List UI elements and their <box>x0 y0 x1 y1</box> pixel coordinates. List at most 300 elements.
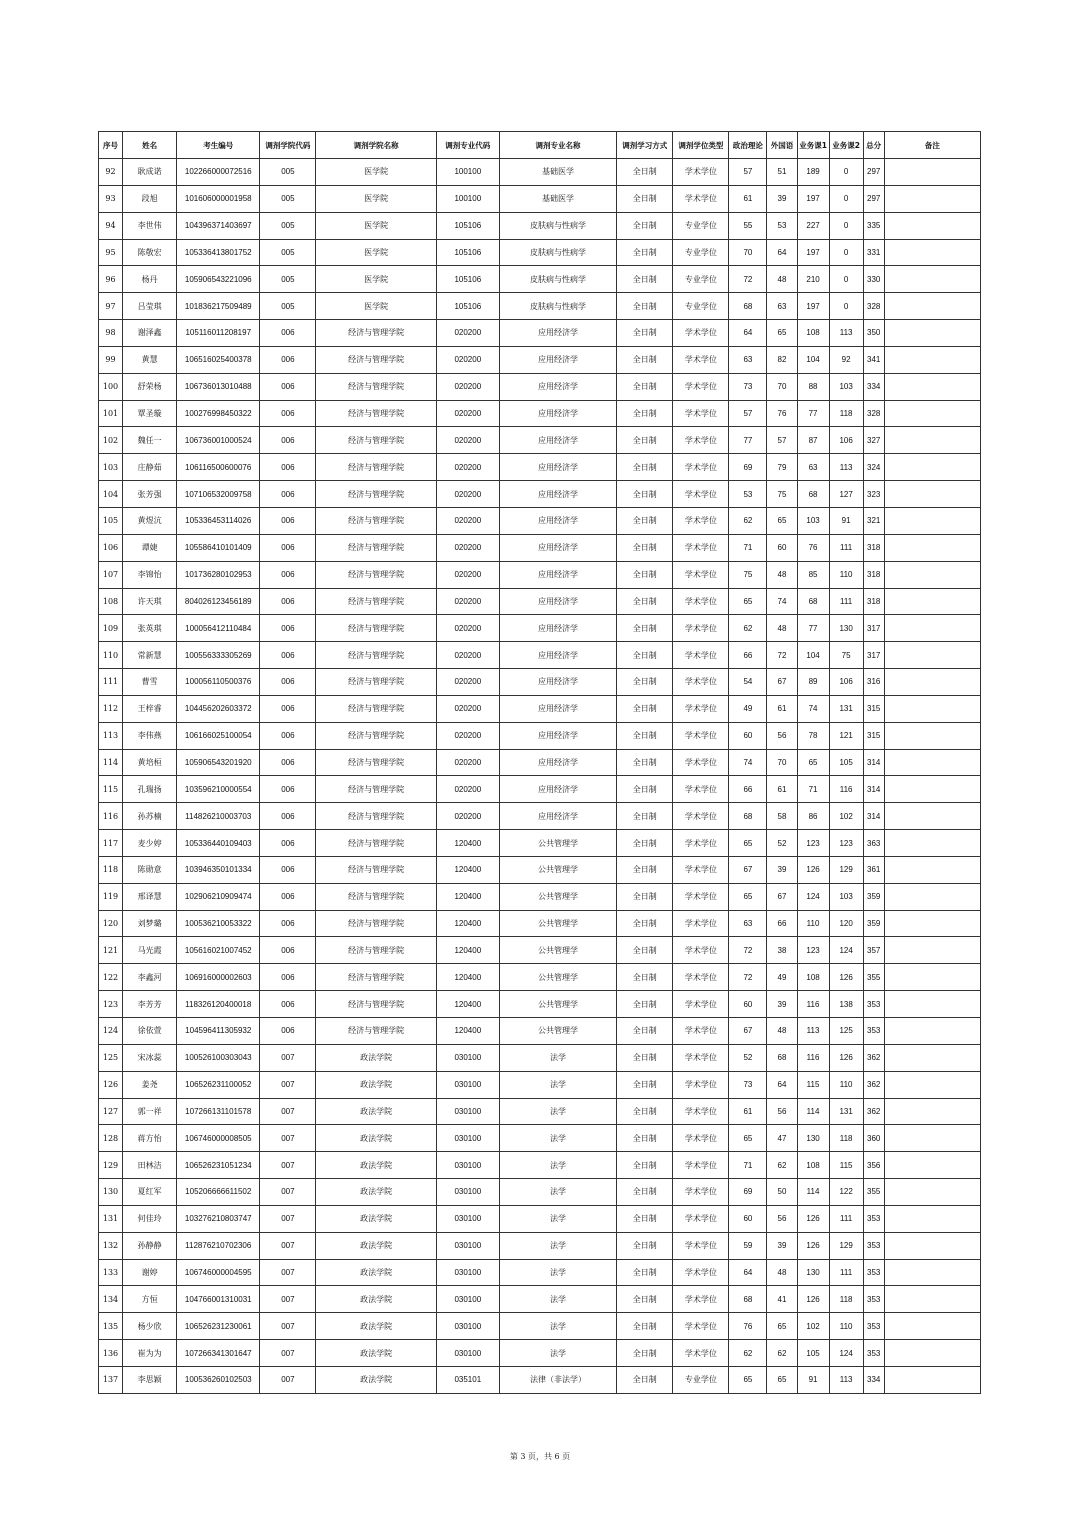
course1-score-cell: 126 <box>797 1205 829 1232</box>
index-cell: 116 <box>99 803 123 830</box>
name-cell: 谢婷 <box>123 1259 177 1286</box>
foreign-language-score-cell: 61 <box>767 695 797 722</box>
course2-score-cell: 138 <box>829 991 863 1018</box>
major-name-cell: 公共管理学 <box>499 991 616 1018</box>
major-code-cell: 100100 <box>436 159 499 186</box>
college-code-cell: 007 <box>260 1125 316 1152</box>
course1-score-cell: 68 <box>797 481 829 508</box>
politics-score-cell: 64 <box>729 320 767 347</box>
remarks-cell <box>884 534 980 561</box>
politics-score-cell: 71 <box>729 1152 767 1179</box>
course2-score-cell: 120 <box>829 910 863 937</box>
exam-id-cell: 100276998450322 <box>177 400 260 427</box>
course1-score-cell: 114 <box>797 1098 829 1125</box>
remarks-cell <box>884 910 980 937</box>
course1-score-cell: 91 <box>797 1366 829 1393</box>
politics-score-cell: 61 <box>729 1098 767 1125</box>
college-name-cell: 医学院 <box>316 239 436 266</box>
politics-score-cell: 60 <box>729 1205 767 1232</box>
politics-score-cell: 61 <box>729 185 767 212</box>
exam-id-cell: 102906210909474 <box>177 883 260 910</box>
study-mode-cell: 全日制 <box>617 1232 673 1259</box>
college-name-cell: 经济与管理学院 <box>316 507 436 534</box>
college-code-cell: 006 <box>260 695 316 722</box>
index-cell: 112 <box>99 695 123 722</box>
name-cell: 宋冰蕊 <box>123 1044 177 1071</box>
table-row <box>99 615 981 642</box>
major-code-cell: 030100 <box>436 1152 499 1179</box>
college-code-cell: 005 <box>260 185 316 212</box>
course2-score-cell: 110 <box>829 1071 863 1098</box>
index-cell: 134 <box>99 1286 123 1313</box>
total-score-cell: 327 <box>863 427 884 454</box>
study-mode-cell: 全日制 <box>617 776 673 803</box>
politics-score-cell: 64 <box>729 1259 767 1286</box>
foreign-language-score-cell: 38 <box>767 937 797 964</box>
college-code-cell: 006 <box>260 615 316 642</box>
major-code-cell: 020200 <box>436 803 499 830</box>
college-name-cell: 经济与管理学院 <box>316 856 436 883</box>
table-row <box>99 320 981 347</box>
degree-type-cell: 学术学位 <box>673 346 729 373</box>
study-mode-cell: 全日制 <box>617 1044 673 1071</box>
name-cell: 马光霞 <box>123 937 177 964</box>
total-score-cell: 353 <box>863 1232 884 1259</box>
course1-score-cell: 89 <box>797 669 829 696</box>
major-name-cell: 皮肤病与性病学 <box>499 212 616 239</box>
header-cell: 姓名 <box>123 132 177 159</box>
college-name-cell: 经济与管理学院 <box>316 695 436 722</box>
course1-score-cell: 189 <box>797 159 829 186</box>
major-code-cell: 020200 <box>436 588 499 615</box>
total-score-cell: 353 <box>863 1286 884 1313</box>
table-row <box>99 695 981 722</box>
index-cell: 106 <box>99 534 123 561</box>
exam-id-cell: 106746000008505 <box>177 1125 260 1152</box>
study-mode-cell: 全日制 <box>617 695 673 722</box>
total-score-cell: 353 <box>863 991 884 1018</box>
table-row <box>99 1286 981 1313</box>
degree-type-cell: 学术学位 <box>673 803 729 830</box>
course1-score-cell: 126 <box>797 1286 829 1313</box>
major-code-cell: 120400 <box>436 991 499 1018</box>
course2-score-cell: 118 <box>829 400 863 427</box>
name-cell: 孔瑞扬 <box>123 776 177 803</box>
remarks-cell <box>884 320 980 347</box>
table-row <box>99 642 981 669</box>
exam-id-cell: 107266341301647 <box>177 1340 260 1367</box>
course2-score-cell: 129 <box>829 1232 863 1259</box>
remarks-cell <box>884 159 980 186</box>
exam-id-cell: 103276210803747 <box>177 1205 260 1232</box>
index-cell: 109 <box>99 615 123 642</box>
index-cell: 123 <box>99 991 123 1018</box>
foreign-language-score-cell: 74 <box>767 588 797 615</box>
name-cell: 李锦怡 <box>123 561 177 588</box>
course2-score-cell: 0 <box>829 293 863 320</box>
index-cell: 126 <box>99 1071 123 1098</box>
degree-type-cell: 学术学位 <box>673 964 729 991</box>
study-mode-cell: 全日制 <box>617 856 673 883</box>
college-name-cell: 经济与管理学院 <box>316 561 436 588</box>
college-code-cell: 006 <box>260 481 316 508</box>
course1-score-cell: 123 <box>797 937 829 964</box>
course1-score-cell: 115 <box>797 1071 829 1098</box>
course2-score-cell: 106 <box>829 669 863 696</box>
table-row <box>99 481 981 508</box>
total-score-cell: 353 <box>863 1340 884 1367</box>
total-score-cell: 315 <box>863 695 884 722</box>
foreign-language-score-cell: 48 <box>767 266 797 293</box>
major-name-cell: 应用经济学 <box>499 749 616 776</box>
degree-type-cell: 学术学位 <box>673 1098 729 1125</box>
header-cell: 考生编号 <box>177 132 260 159</box>
course1-score-cell: 71 <box>797 776 829 803</box>
exam-id-cell: 103596210000554 <box>177 776 260 803</box>
total-score-cell: 361 <box>863 856 884 883</box>
college-name-cell: 医学院 <box>316 293 436 320</box>
study-mode-cell: 全日制 <box>617 346 673 373</box>
major-name-cell: 公共管理学 <box>499 910 616 937</box>
major-name-cell: 应用经济学 <box>499 373 616 400</box>
major-code-cell: 030100 <box>436 1259 499 1286</box>
politics-score-cell: 75 <box>729 561 767 588</box>
total-score-cell: 317 <box>863 642 884 669</box>
name-cell: 谢泽鑫 <box>123 320 177 347</box>
study-mode-cell: 全日制 <box>617 910 673 937</box>
course1-score-cell: 77 <box>797 400 829 427</box>
college-name-cell: 经济与管理学院 <box>316 1018 436 1045</box>
course2-score-cell: 0 <box>829 185 863 212</box>
index-cell: 125 <box>99 1044 123 1071</box>
politics-score-cell: 69 <box>729 454 767 481</box>
college-code-cell: 007 <box>260 1232 316 1259</box>
college-name-cell: 经济与管理学院 <box>316 964 436 991</box>
degree-type-cell: 学术学位 <box>673 642 729 669</box>
college-name-cell: 医学院 <box>316 212 436 239</box>
course1-score-cell: 130 <box>797 1259 829 1286</box>
total-score-cell: 318 <box>863 561 884 588</box>
major-name-cell: 法学 <box>499 1044 616 1071</box>
study-mode-cell: 全日制 <box>617 1366 673 1393</box>
foreign-language-score-cell: 62 <box>767 1152 797 1179</box>
foreign-language-score-cell: 61 <box>767 776 797 803</box>
degree-type-cell: 学术学位 <box>673 695 729 722</box>
total-score-cell: 359 <box>863 883 884 910</box>
table-row <box>99 1018 981 1045</box>
study-mode-cell: 全日制 <box>617 615 673 642</box>
remarks-cell <box>884 1125 980 1152</box>
degree-type-cell: 学术学位 <box>673 561 729 588</box>
major-code-cell: 120400 <box>436 964 499 991</box>
course1-score-cell: 113 <box>797 1018 829 1045</box>
major-name-cell: 法学 <box>499 1286 616 1313</box>
table-row <box>99 1152 981 1179</box>
course1-score-cell: 227 <box>797 212 829 239</box>
total-score-cell: 324 <box>863 454 884 481</box>
college-name-cell: 经济与管理学院 <box>316 320 436 347</box>
major-code-cell: 030100 <box>436 1232 499 1259</box>
table-row <box>99 1232 981 1259</box>
major-code-cell: 020200 <box>436 507 499 534</box>
exam-id-cell: 106746000004595 <box>177 1259 260 1286</box>
exam-id-cell: 105336453114026 <box>177 507 260 534</box>
course1-score-cell: 104 <box>797 346 829 373</box>
major-name-cell: 皮肤病与性病学 <box>499 293 616 320</box>
college-code-cell: 006 <box>260 346 316 373</box>
exam-id-cell: 105906543201920 <box>177 749 260 776</box>
degree-type-cell: 学术学位 <box>673 722 729 749</box>
college-code-cell: 006 <box>260 722 316 749</box>
table-row <box>99 910 981 937</box>
foreign-language-score-cell: 63 <box>767 293 797 320</box>
remarks-cell <box>884 937 980 964</box>
major-code-cell: 020200 <box>436 749 499 776</box>
college-code-cell: 006 <box>260 964 316 991</box>
college-code-cell: 006 <box>260 454 316 481</box>
politics-score-cell: 76 <box>729 1313 767 1340</box>
college-code-cell: 006 <box>260 669 316 696</box>
remarks-cell <box>884 185 980 212</box>
name-cell: 刘梦璐 <box>123 910 177 937</box>
course2-score-cell: 116 <box>829 776 863 803</box>
index-cell: 131 <box>99 1205 123 1232</box>
page-number: 第 3 页，共 6 页 <box>509 1452 571 1461</box>
index-cell: 113 <box>99 722 123 749</box>
study-mode-cell: 全日制 <box>617 803 673 830</box>
college-code-cell: 005 <box>260 266 316 293</box>
index-cell: 92 <box>99 159 123 186</box>
politics-score-cell: 66 <box>729 642 767 669</box>
course2-score-cell: 103 <box>829 883 863 910</box>
study-mode-cell: 全日制 <box>617 642 673 669</box>
college-name-cell: 医学院 <box>316 266 436 293</box>
course1-score-cell: 108 <box>797 964 829 991</box>
study-mode-cell: 全日制 <box>617 185 673 212</box>
index-cell: 101 <box>99 400 123 427</box>
remarks-cell <box>884 1259 980 1286</box>
total-score-cell: 353 <box>863 1313 884 1340</box>
table-body <box>99 159 981 1394</box>
study-mode-cell: 全日制 <box>617 1071 673 1098</box>
name-cell: 方恒 <box>123 1286 177 1313</box>
table-row <box>99 1125 981 1152</box>
index-cell: 129 <box>99 1152 123 1179</box>
name-cell: 李鑫河 <box>123 964 177 991</box>
college-name-cell: 经济与管理学院 <box>316 534 436 561</box>
foreign-language-score-cell: 52 <box>767 830 797 857</box>
study-mode-cell: 全日制 <box>617 669 673 696</box>
college-name-cell: 经济与管理学院 <box>316 346 436 373</box>
total-score-cell: 362 <box>863 1098 884 1125</box>
total-score-cell: 356 <box>863 1152 884 1179</box>
total-score-cell: 315 <box>863 722 884 749</box>
table-row <box>99 1179 981 1206</box>
course2-score-cell: 0 <box>829 266 863 293</box>
college-name-cell: 经济与管理学院 <box>316 373 436 400</box>
college-code-cell: 007 <box>260 1259 316 1286</box>
major-name-cell: 应用经济学 <box>499 481 616 508</box>
college-name-cell: 经济与管理学院 <box>316 454 436 481</box>
name-cell: 黄培桓 <box>123 749 177 776</box>
course2-score-cell: 110 <box>829 561 863 588</box>
degree-type-cell: 学术学位 <box>673 1125 729 1152</box>
foreign-language-score-cell: 39 <box>767 1232 797 1259</box>
major-name-cell: 应用经济学 <box>499 695 616 722</box>
major-name-cell: 应用经济学 <box>499 588 616 615</box>
name-cell: 王梓睿 <box>123 695 177 722</box>
major-name-cell: 应用经济学 <box>499 507 616 534</box>
total-score-cell: 297 <box>863 185 884 212</box>
remarks-cell <box>884 964 980 991</box>
politics-score-cell: 65 <box>729 588 767 615</box>
major-name-cell: 法学 <box>499 1125 616 1152</box>
college-code-cell: 006 <box>260 910 316 937</box>
total-score-cell: 321 <box>863 507 884 534</box>
course1-score-cell: 103 <box>797 507 829 534</box>
total-score-cell: 317 <box>863 615 884 642</box>
course2-score-cell: 121 <box>829 722 863 749</box>
study-mode-cell: 全日制 <box>617 991 673 1018</box>
major-name-cell: 公共管理学 <box>499 1018 616 1045</box>
index-cell: 108 <box>99 588 123 615</box>
major-name-cell: 应用经济学 <box>499 642 616 669</box>
major-code-cell: 020200 <box>436 427 499 454</box>
exam-id-cell: 105336413801752 <box>177 239 260 266</box>
course2-score-cell: 0 <box>829 159 863 186</box>
politics-score-cell: 65 <box>729 1125 767 1152</box>
college-code-cell: 005 <box>260 293 316 320</box>
college-code-cell: 007 <box>260 1313 316 1340</box>
table-row <box>99 454 981 481</box>
remarks-cell <box>884 856 980 883</box>
course1-score-cell: 86 <box>797 803 829 830</box>
degree-type-cell: 学术学位 <box>673 830 729 857</box>
major-code-cell: 020200 <box>436 373 499 400</box>
header-cell: 业务课1 <box>797 132 829 159</box>
exam-id-cell: 101606000001958 <box>177 185 260 212</box>
foreign-language-score-cell: 70 <box>767 749 797 776</box>
table-row <box>99 427 981 454</box>
major-name-cell: 公共管理学 <box>499 856 616 883</box>
college-code-cell: 005 <box>260 212 316 239</box>
table-row <box>99 1044 981 1071</box>
college-code-cell: 006 <box>260 561 316 588</box>
table-row <box>99 266 981 293</box>
study-mode-cell: 全日制 <box>617 1098 673 1125</box>
course1-score-cell: 65 <box>797 749 829 776</box>
major-code-cell: 030100 <box>436 1313 499 1340</box>
course2-score-cell: 102 <box>829 803 863 830</box>
remarks-cell <box>884 1205 980 1232</box>
course2-score-cell: 113 <box>829 1366 863 1393</box>
remarks-cell <box>884 1286 980 1313</box>
politics-score-cell: 65 <box>729 830 767 857</box>
index-cell: 94 <box>99 212 123 239</box>
college-name-cell: 经济与管理学院 <box>316 669 436 696</box>
index-cell: 118 <box>99 856 123 883</box>
study-mode-cell: 全日制 <box>617 1259 673 1286</box>
index-cell: 137 <box>99 1366 123 1393</box>
course1-score-cell: 102 <box>797 1313 829 1340</box>
course2-score-cell: 113 <box>829 320 863 347</box>
foreign-language-score-cell: 65 <box>767 1366 797 1393</box>
foreign-language-score-cell: 79 <box>767 454 797 481</box>
header-cell: 调剂专业名称 <box>499 132 616 159</box>
index-cell: 115 <box>99 776 123 803</box>
header-cell: 总分 <box>863 132 884 159</box>
college-code-cell: 006 <box>260 856 316 883</box>
total-score-cell: 331 <box>863 239 884 266</box>
degree-type-cell: 学术学位 <box>673 185 729 212</box>
table-row <box>99 159 981 186</box>
major-code-cell: 120400 <box>436 856 499 883</box>
name-cell: 田林洁 <box>123 1152 177 1179</box>
major-code-cell: 020200 <box>436 346 499 373</box>
course1-score-cell: 114 <box>797 1179 829 1206</box>
politics-score-cell: 66 <box>729 776 767 803</box>
study-mode-cell: 全日制 <box>617 749 673 776</box>
major-code-cell: 030100 <box>436 1340 499 1367</box>
major-name-cell: 应用经济学 <box>499 320 616 347</box>
degree-type-cell: 学术学位 <box>673 1232 729 1259</box>
exam-id-cell: 104396371403697 <box>177 212 260 239</box>
course1-score-cell: 85 <box>797 561 829 588</box>
study-mode-cell: 全日制 <box>617 1152 673 1179</box>
foreign-language-score-cell: 56 <box>767 722 797 749</box>
foreign-language-score-cell: 64 <box>767 1071 797 1098</box>
major-code-cell: 020200 <box>436 695 499 722</box>
study-mode-cell: 全日制 <box>617 293 673 320</box>
course2-score-cell: 129 <box>829 856 863 883</box>
name-cell: 许天琪 <box>123 588 177 615</box>
remarks-cell <box>884 266 980 293</box>
total-score-cell: 328 <box>863 293 884 320</box>
major-name-cell: 公共管理学 <box>499 937 616 964</box>
degree-type-cell: 学术学位 <box>673 400 729 427</box>
table-row <box>99 1340 981 1367</box>
major-name-cell: 应用经济学 <box>499 776 616 803</box>
table-row <box>99 722 981 749</box>
table-row <box>99 400 981 427</box>
college-code-cell: 006 <box>260 427 316 454</box>
major-name-cell: 法学 <box>499 1179 616 1206</box>
name-cell: 魏任一 <box>123 427 177 454</box>
total-score-cell: 359 <box>863 910 884 937</box>
index-cell: 110 <box>99 642 123 669</box>
major-code-cell: 030100 <box>436 1286 499 1313</box>
course2-score-cell: 111 <box>829 588 863 615</box>
college-name-cell: 经济与管理学院 <box>316 910 436 937</box>
major-name-cell: 应用经济学 <box>499 534 616 561</box>
course1-score-cell: 108 <box>797 1152 829 1179</box>
remarks-cell <box>884 883 980 910</box>
remarks-cell <box>884 400 980 427</box>
politics-score-cell: 57 <box>729 159 767 186</box>
index-cell: 133 <box>99 1259 123 1286</box>
total-score-cell: 323 <box>863 481 884 508</box>
name-cell: 舒荣杨 <box>123 373 177 400</box>
college-code-cell: 006 <box>260 991 316 1018</box>
header-cell: 调剂学位类型 <box>673 132 729 159</box>
name-cell: 陈敬宏 <box>123 239 177 266</box>
foreign-language-score-cell: 65 <box>767 320 797 347</box>
major-name-cell: 应用经济学 <box>499 615 616 642</box>
major-name-cell: 法律（非法学） <box>499 1366 616 1393</box>
table-row <box>99 803 981 830</box>
table-row <box>99 1313 981 1340</box>
politics-score-cell: 62 <box>729 615 767 642</box>
